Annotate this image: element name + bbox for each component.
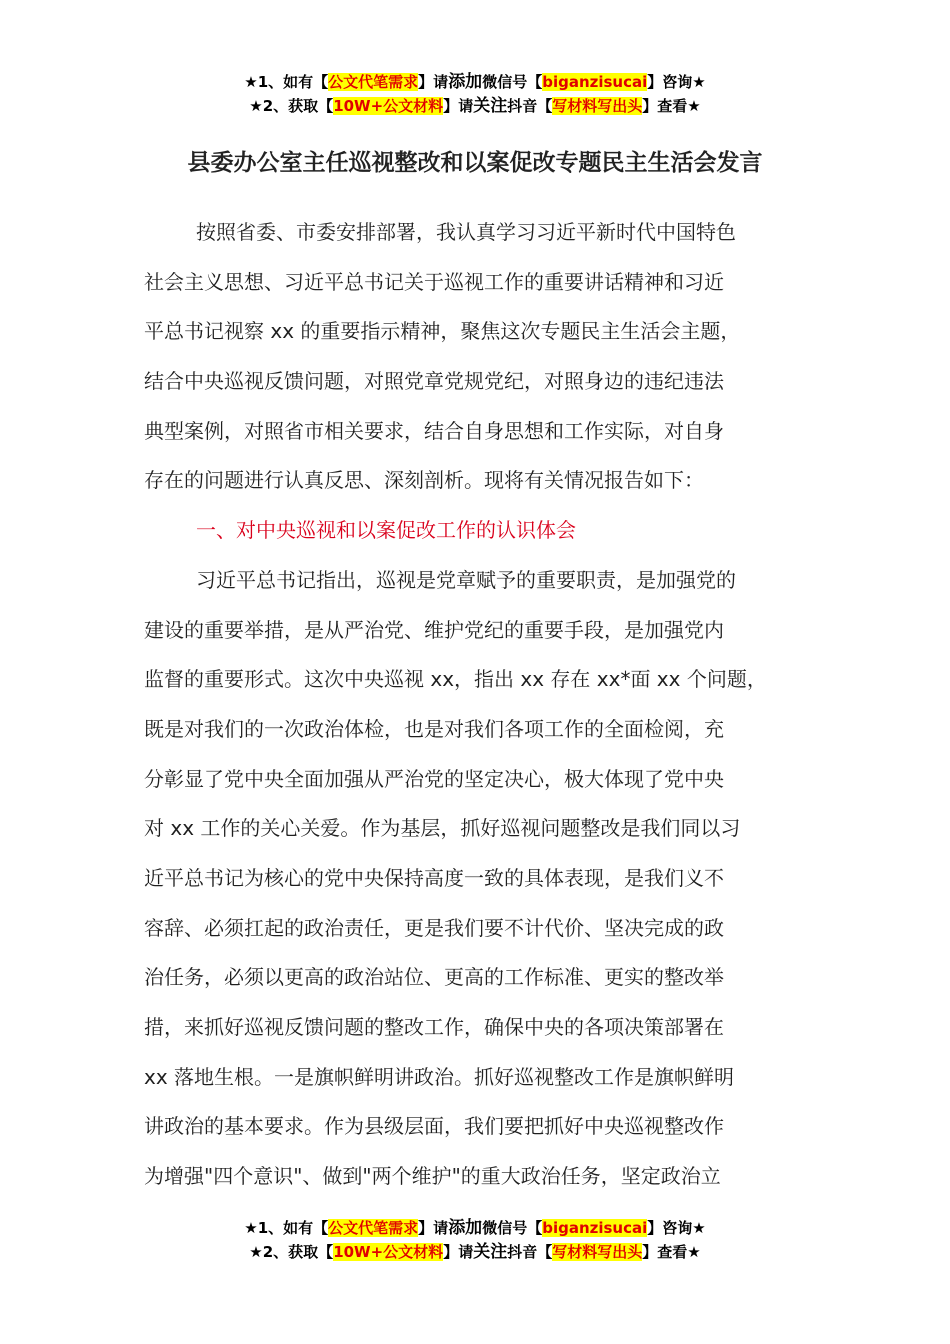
banner-text: 】请 bbox=[418, 1219, 449, 1237]
paragraph-line: 监督的重要形式。这次中央巡视 xx，指出 xx 存在 xx*面 xx 个问题， bbox=[144, 667, 767, 692]
banner-emphasis: 关注 bbox=[473, 96, 508, 116]
paragraph-line: 建设的重要举措，是从严治党、维护党纪的重要手段，是加强党内 bbox=[144, 617, 724, 642]
banner-emphasis: 添加 bbox=[448, 1218, 483, 1238]
banner-highlight: 公文代笔需求 bbox=[328, 73, 419, 91]
banner-text: 】查看★ bbox=[642, 1243, 701, 1261]
banner-text: 抖音【 bbox=[507, 1243, 553, 1261]
document-title: 县委办公室主任巡视整改和以案促改专题民主生活会发言 bbox=[187, 150, 763, 176]
banner-emphasis: 添加 bbox=[448, 72, 483, 92]
banner-text: 】请 bbox=[443, 1243, 474, 1261]
banner-text: ★2、获取【 bbox=[249, 97, 334, 115]
banner-text: 】请 bbox=[418, 73, 449, 91]
paragraph-line: 按照省委、市委安排部署，我认真学习习近平新时代中国特色 bbox=[196, 220, 736, 244]
paragraph-line: 平总书记视察 xx 的重要指示精神，聚焦这次专题民主生活会主题， bbox=[144, 319, 741, 344]
banner-highlight: 写材料写出头 bbox=[552, 97, 643, 115]
document-body bbox=[144, 208, 834, 1202]
banner-text: 】查看★ bbox=[642, 97, 701, 115]
paragraph-line: xx 落地生根。一是旗帜鲜明讲政治。抓好巡视整改工作是旗帜鲜明 bbox=[144, 1064, 735, 1089]
paragraph-line: 讲政治的基本要求。作为县级层面，我们要把抓好中央巡视整改作 bbox=[144, 1114, 724, 1139]
banner-text: 抖音【 bbox=[507, 97, 553, 115]
banner-highlight: 写材料写出头 bbox=[552, 1243, 643, 1261]
banner-text: ★1、如有【 bbox=[244, 1219, 329, 1237]
paragraph-line: 社会主义思想、习近平总书记关于巡视工作的重要讲话精神和习近 bbox=[144, 269, 724, 294]
banner-text: ★2、获取【 bbox=[249, 1243, 334, 1261]
banner-text: ★1、如有【 bbox=[244, 73, 329, 91]
paragraph-line: 容辞、必须扛起的政治责任，更是我们要不计代价、坚决完成的政 bbox=[144, 915, 724, 940]
banner-highlight: biganzisucai bbox=[542, 73, 648, 91]
banner-text: 】请 bbox=[443, 97, 474, 115]
paragraph-line: 分彰显了党中央全面加强从严治党的坚定决心，极大体现了党中央 bbox=[144, 766, 724, 791]
paragraph-line: 习近平总书记指出，巡视是党章赋予的重要职责，是加强党的 bbox=[196, 567, 736, 592]
top-banner bbox=[0, 70, 950, 118]
banner-emphasis: 关注 bbox=[473, 1242, 508, 1262]
banner-text: 】咨询★ bbox=[647, 73, 706, 91]
banner-highlight: 10W+公文材料 bbox=[333, 97, 444, 115]
paragraph-line: 存在的问题进行认真反思、深刻剖析。现将有关情况报告如下： bbox=[144, 468, 704, 493]
paragraph-line: 措，来抓好巡视反馈问题的整改工作，确保中央的各项决策部署在 bbox=[144, 1015, 724, 1039]
paragraph-line: 近平总书记为核心的党中央保持高度一致的具体表现，是我们义不 bbox=[144, 865, 724, 890]
banner-highlight: biganzisucai bbox=[542, 1219, 648, 1237]
bottom-banner bbox=[0, 1216, 950, 1264]
paragraph-line: 治任务，必须以更高的政治站位、更高的工作标准、更实的整改举 bbox=[144, 965, 724, 990]
section-heading: 一、对中央巡视和以案促改工作的认识体会 bbox=[196, 518, 576, 543]
banner-text: 微信号【 bbox=[482, 1219, 543, 1237]
banner-highlight: 10W+公文材料 bbox=[333, 1243, 444, 1261]
banner-text: 微信号【 bbox=[482, 73, 543, 91]
paragraph-line: 结合中央巡视反馈问题，对照党章党规党纪，对照身边的违纪违法 bbox=[144, 369, 724, 394]
banner-line-1 bbox=[0, 1216, 950, 1240]
banner-line-1 bbox=[0, 70, 950, 94]
paragraph-line: 对 xx 工作的关心关爱。作为基层，抓好巡视问题整改是我们同以习 bbox=[144, 816, 741, 841]
banner-text: 】咨询★ bbox=[647, 1219, 706, 1237]
banner-line-2 bbox=[0, 1240, 950, 1264]
paragraph-line: 典型案例，对照省市相关要求，结合自身思想和工作实际，对自身 bbox=[144, 418, 724, 443]
banner-line-2 bbox=[0, 94, 950, 118]
banner-highlight: 公文代笔需求 bbox=[328, 1219, 419, 1237]
paragraph-line: 为增强"四个意识"、做到"两个维护"的重大政治任务，坚定政治立 bbox=[144, 1164, 721, 1189]
paragraph-line: 既是对我们的一次政治体检，也是对我们各项工作的全面检阅，充 bbox=[144, 716, 724, 741]
